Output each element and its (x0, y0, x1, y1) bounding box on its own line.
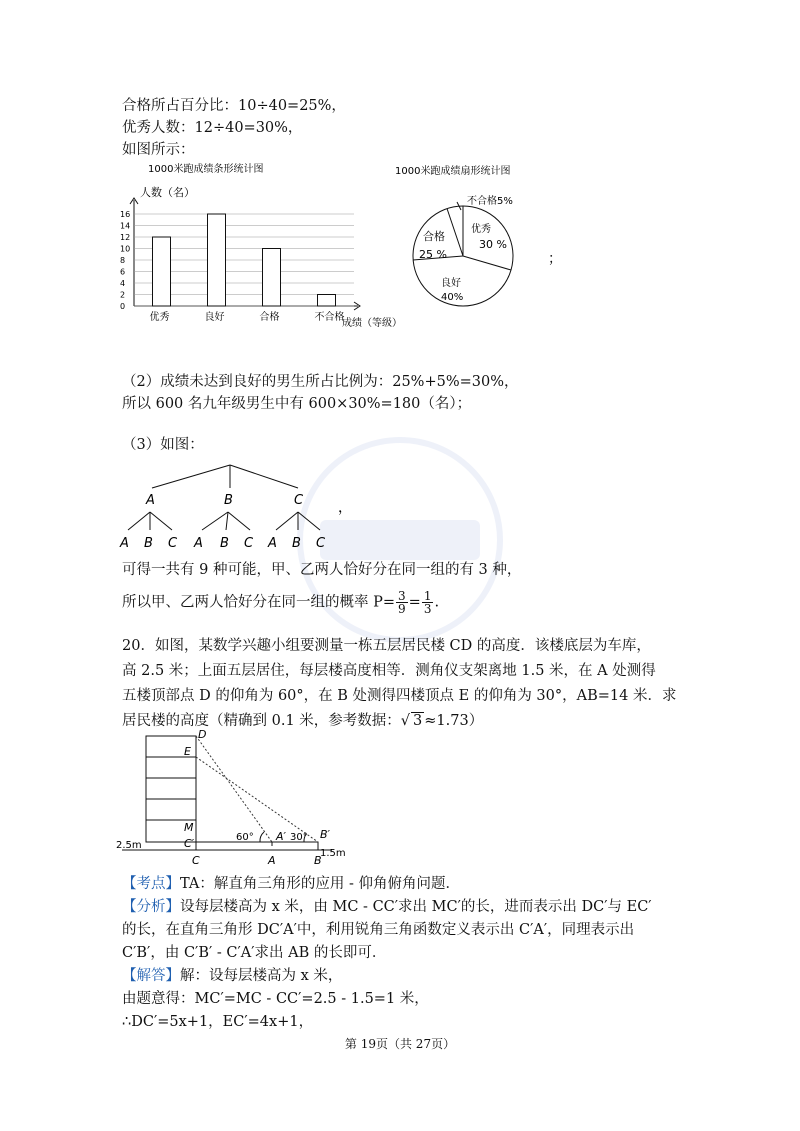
pie-pct-excellent: 30 % (479, 238, 507, 251)
y-tick-label: 12 (120, 233, 131, 242)
pie-label-excellent: 优秀 (471, 224, 491, 235)
tree-diagram (110, 460, 360, 555)
kaodian-line (122, 874, 460, 894)
tree-leaf: C (316, 536, 326, 551)
label-angle30: 30° (290, 832, 308, 843)
text-line: （2）成绩未达到良好的男生所占比例为：25%+5%=30%， (122, 374, 519, 390)
pie-semicolon: ； (548, 251, 562, 267)
text-fragment: 设每层楼高为 x 米，由 MC - CC′求出 MC′的长，进而表示出 DC′与 EC′ (180, 899, 652, 915)
category-label: 合格 (259, 312, 280, 323)
label-height25: 2.5m (116, 840, 142, 851)
equals: = (408, 594, 421, 611)
pie-pct-pass: 25 % (419, 248, 447, 261)
tree-top-node: C (294, 493, 304, 508)
text-line: 优秀人数：12÷40=30%， (122, 120, 303, 136)
bar-chart-title: 1000米跑成绩条形统计图 (148, 164, 264, 175)
category-label: 不合格 (314, 312, 345, 323)
denominator: 9 (398, 602, 406, 616)
probability-line (122, 590, 439, 615)
pie-label-fail: 不合格5% (467, 196, 513, 207)
jieda-tag: 【解答】 (122, 968, 180, 984)
bar-chart (118, 160, 408, 350)
label-Bprime: B′ (320, 828, 331, 841)
bar-chart-xlabel: 成绩（等级） (342, 318, 402, 329)
question-line: 高 2.5 米；上面五层居住，每层楼高度相等．测角仪支架离地 1.5 米，在 A 处测得 (122, 663, 656, 679)
tree-leaf: B (144, 536, 153, 551)
text-line: 由题意得：MC′=MC - CC′=2.5 - 1.5=1 米， (122, 991, 429, 1007)
text-line: 的长，在直角三角形 DC′A′中，利用锐角三角函数定义表示出 C′A′，同理表示出 (122, 922, 635, 938)
question-line: 20．如图，某数学兴趣小组要测量一栋五层居民楼 CD 的高度．该楼底层为车库， (122, 638, 651, 654)
y-tick-label: 6 (120, 267, 126, 277)
pie-divider (447, 209, 463, 257)
text-fragment: 所以甲、乙两人恰好分在同一组的概率 P= (122, 594, 396, 611)
tree-leaf: A (268, 536, 277, 551)
label-Cprime: C′ (184, 837, 195, 850)
text-line: 可得一共有 9 种可能，甲、乙两人恰好分在同一组的有 3 种， (122, 562, 522, 578)
fraction (396, 590, 408, 615)
text-line: ∴DC′=5x+1，EC′=4x+1， (122, 1014, 314, 1030)
pie-chart-title: 1000米跑成绩扇形统计图 (395, 166, 511, 177)
label-E: E (184, 745, 191, 758)
text-fragment: TA：解直角三角形的应用 - 仰角俯角问题． (180, 876, 460, 892)
text-line: C′B′，由 C′B′ - C′A′求出 AB 的长即可． (122, 945, 387, 961)
numerator: 3 (398, 589, 406, 603)
label-A: A (268, 854, 276, 866)
y-tick-label: 8 (120, 256, 126, 265)
tree-leaf: A (194, 536, 203, 551)
y-tick-label: 16 (120, 210, 131, 219)
pie-label-good: 良好 (441, 278, 461, 289)
label-M: M (184, 821, 194, 834)
bar-chart-ylabel: 人数（名） (140, 186, 195, 199)
kaodian-tag: 【考点】 (122, 876, 180, 892)
building-figure (112, 728, 352, 866)
fenxi-tag: 【分析】 (122, 899, 180, 915)
text-line: 所以 600 名九年级男生中有 600×30%=180（名）； (122, 396, 472, 412)
text-fragment: 居民楼的高度（精确到 0.1 米，参考数据： (122, 713, 401, 729)
bar (208, 214, 226, 306)
tree-leaf: A (120, 536, 129, 551)
y-tick-label: 2 (120, 290, 126, 300)
bar (318, 295, 336, 307)
label-Aprime: A′ (276, 830, 287, 843)
label-D: D (198, 728, 207, 741)
category-label: 优秀 (149, 312, 170, 323)
fraction (422, 590, 434, 615)
tree-leaf: C (168, 536, 178, 551)
y-tick-label: 10 (120, 244, 131, 254)
y-tick-label: 4 (120, 279, 126, 288)
jieda-line (122, 966, 342, 986)
y-tick-label: 0 (120, 302, 126, 311)
label-angle60: 60° (236, 832, 254, 843)
tree-leaf: B (220, 536, 229, 551)
pie-pct-good: 40% (441, 292, 464, 303)
bar (153, 237, 171, 306)
tree-leaf: C (244, 536, 254, 551)
tree-comma: ， (338, 500, 352, 516)
question-line: 五楼顶部点 D 的仰角为 60°，在 B 处测得四楼顶点 E 的仰角为 30°，AB=14 米．求 (122, 688, 677, 704)
tree-top-node: A (146, 493, 155, 508)
pie-divider (463, 256, 511, 270)
numerator: 1 (423, 589, 432, 603)
text-fragment: ≈1.73） (424, 713, 484, 729)
fenxi-line (122, 897, 652, 917)
sqrt-symbol: √ (400, 713, 411, 729)
pie-chart (395, 160, 550, 320)
text-fragment: 解：设每层楼高为 x 米， (180, 968, 343, 984)
label-B: B (314, 854, 322, 866)
text-line: （3）如图： (122, 437, 204, 453)
denominator: 3 (423, 602, 432, 616)
page-footer: 第 19页（共 27页） (344, 1037, 456, 1051)
sqrt-radicand: 3 (413, 713, 423, 729)
y-tick-label: 14 (120, 221, 131, 231)
tree-top-node: B (224, 493, 233, 508)
text-fragment: . (434, 594, 440, 611)
text-line: 合格所占百分比：10÷40=25%， (122, 98, 346, 114)
category-label: 良好 (204, 312, 225, 323)
tree-leaf: B (292, 536, 301, 551)
bar (263, 249, 281, 307)
label-height15: 1.5m (320, 848, 346, 859)
text-line: 如图所示： (122, 142, 195, 158)
label-C: C (192, 854, 200, 866)
pie-label-pass: 合格 (423, 230, 445, 243)
